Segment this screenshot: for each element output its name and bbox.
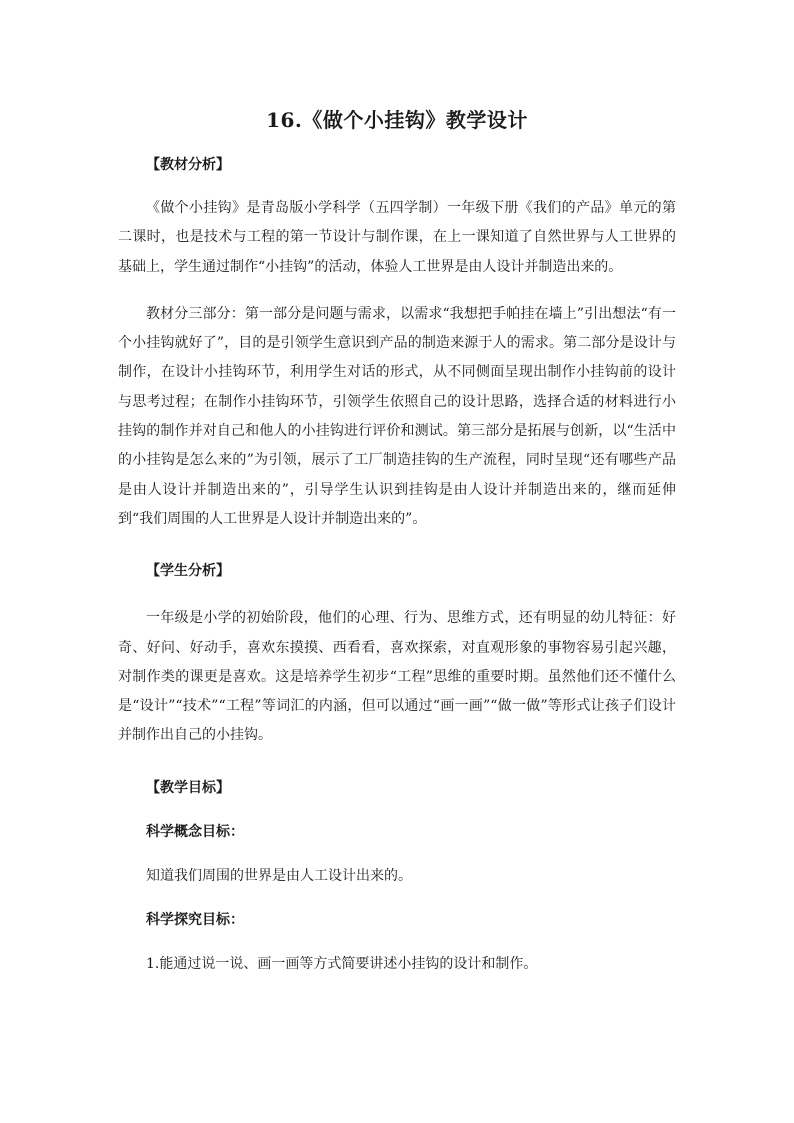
paragraph-textbook-analysis-2: 教材分三部分：第一部分是问题与需求，以需求“我想把手帕挂在墙上”引出想法“有一个小挂钩就好了”，目的是引领学生意识到产品的制造来源于人的需求。第二部分是设计与制作，在设计小挂钩环节，利用学生对话的形式，从不同侧面呈现出制作小挂钩前的设计与思考过程；在制作小挂钩环节，引领学生依照自己的设计思路，选择合适的材料进行小挂钩的制作并对自己和他人的小挂钩进行评价和测试。第三部分是拓展与创新，以“生活中的小挂钩是怎么来的”为引领，展示了工厂制造挂钩的生产流程，同时呈现“还有哪些产品是由人设计并制造出来的”，引导学生认识到挂钩是由人设计并制造出来的，继而延伸到“我们周围的人工世界是人设计并制造出来的”。 (118, 305, 676, 527)
section-heading-student-analysis: 【学生分析】 (146, 563, 230, 580)
section-heading-textbook-analysis: 【教材分析】 (146, 157, 230, 173)
paragraph-student-analysis: 一年级是小学的初始阶段，他们的心理、行为、思维方式，还有明显的幼儿特征：好奇、好问、好动手，喜欢东摸摸、西看看，喜欢探索，对直观形象的事物容易引起兴趣，对制作类的课更是喜欢。这是培养学生初步“工程”思维的重要时期。虽然他们还不懂什么是“设计”“技术”“工程”等词汇的内涵，但可以通过“画一画”“做一做”等形式让孩子们设计并制作出自己的小挂钩。 (118, 610, 676, 744)
document-title: 16.《做个小挂钩》教学设计 (266, 108, 528, 132)
subheading-concept-goal: 科学概念目标： (146, 823, 244, 840)
text-concept-goal: 知道我们周围的世界是由人工设计出来的。 (146, 867, 412, 884)
text-inquiry-goal: 1.能通过说一说、画一画等方式简要讲述小挂钩的设计和制作。 (146, 955, 538, 972)
subheading-inquiry-goal: 科学探究目标： (146, 911, 244, 928)
section-heading-teaching-goals: 【教学目标】 (146, 779, 230, 796)
document-body (118, 150, 676, 979)
paragraph-textbook-analysis-1: 《做个小挂钩》是青岛版小学科学（五四学制）一年级下册《我们的产品》单元的第二课时，也是技术与工程的第一节设计与制作课，在上一课知道了自然世界与人工世界的基础上，学生通过制作“小挂钩”的活动，体验人工世界是由人设计并制造出来的。 (118, 200, 676, 275)
